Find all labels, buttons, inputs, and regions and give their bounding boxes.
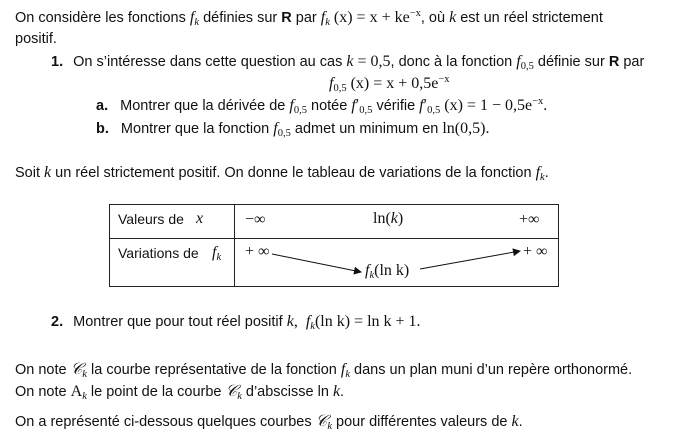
- minus-infinity: −∞: [245, 211, 266, 228]
- question-1-number: 1.: [51, 54, 64, 70]
- minimum-value: $f_k(\ln$ k): [365, 262, 410, 281]
- intro-text-a: On considère les fonctions: [15, 10, 186, 26]
- question-1a: a. Montrer que la dérivée de $f_{0,5}$ notée $f'_{0,5}$ vérifie $f'_{0,5}$ $(x) = 1 - 0,5e^{-x}$.: [96, 96, 548, 116]
- start-value: + ∞: [245, 243, 270, 260]
- paragraph-soit-k: Soit k un réel strictement positif. On donne le tableau de variations de la fonction $f_k$.: [15, 164, 549, 183]
- paragraph-point: On note $A_k$ le point de la courbe 𝒞$_k$ d’abscisse ln k.: [15, 383, 345, 402]
- function-definition: $f_k$ $(x) = x + ke^{-x}$: [320, 8, 421, 28]
- decreasing-arrow: [272, 254, 361, 272]
- increasing-arrow: [420, 251, 520, 269]
- paragraph-curves-shown: On a représenté ci-dessous quelques courbes 𝒞$_k$ pour différentes valeurs de k.: [15, 413, 523, 432]
- end-value: + ∞: [523, 243, 548, 260]
- table-x-row: [235, 205, 559, 239]
- question-2: 2. Montrer que pour tout réel positif k, $f_k(\ln$ k) = ln k + 1.: [51, 313, 421, 332]
- question-1: 1. On s’intéresse dans cette question au cas k = 0,5, donc à la fonction $f_{0,5}$ définie sur R par: [51, 53, 645, 72]
- paragraph-curve: On note 𝒞$_k$ la courbe représentative de la fonction $f_k$ dans un plan muni d’un repère orthonormé.: [15, 361, 633, 380]
- variation-table: [109, 204, 559, 287]
- table-header-variations: Variations de $f_k$: [110, 239, 235, 287]
- plus-infinity: +∞: [519, 211, 540, 228]
- intro-line-2: positif.: [15, 31, 57, 47]
- f05-formula: $f_{0,5}$ $(x) = x + 0,5e^{-x}$: [329, 74, 450, 94]
- table-header-values: Valeurs de x: [110, 205, 235, 239]
- ln-k-value: ln(k): [373, 210, 404, 227]
- table-variations-row: [235, 239, 559, 287]
- question-1b: b. Montrer que la fonction $f_{0,5}$ admet un minimum en ln(0,5).: [96, 120, 490, 139]
- intro-line-1: On considère les fonctions $f_k$ définies sur R par $f_k$ $(x) = x + ke^{-x}$, où k est un réel strictement: [15, 8, 603, 28]
